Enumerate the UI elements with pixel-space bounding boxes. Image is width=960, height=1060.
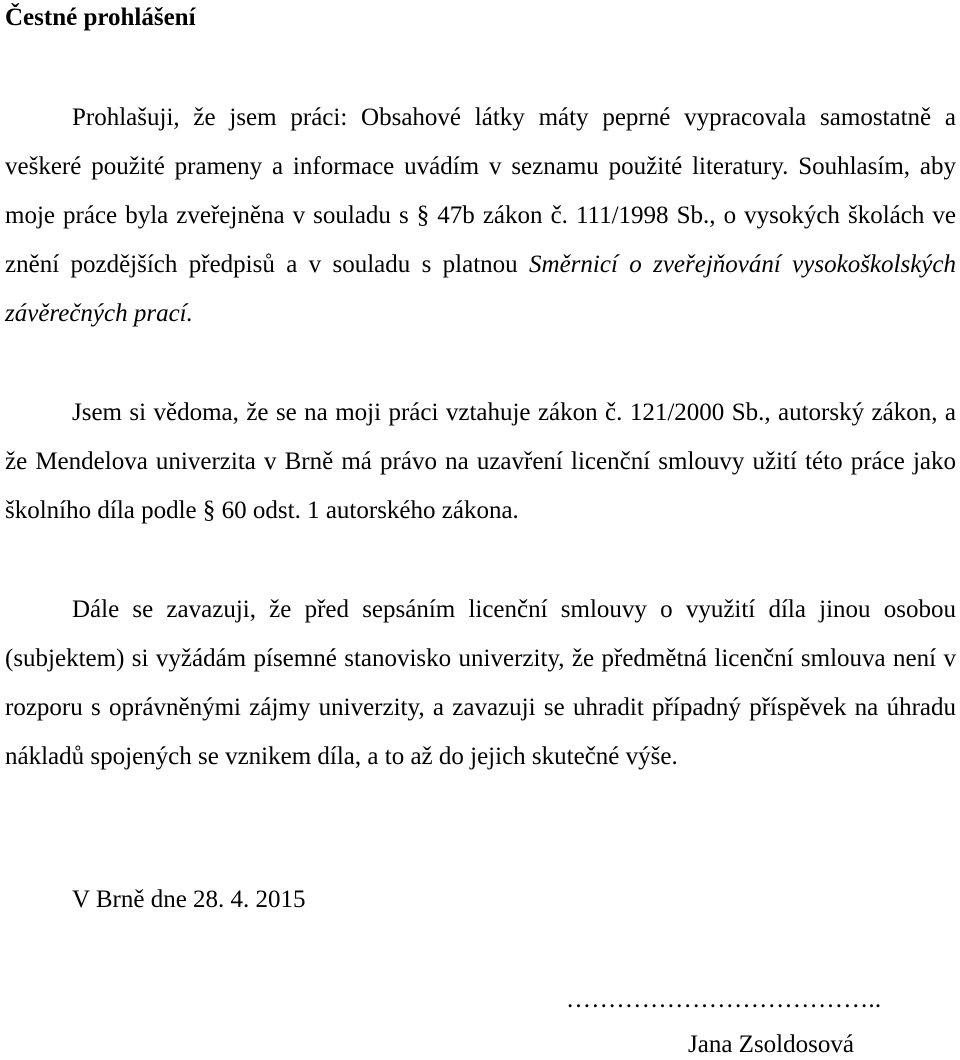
declaration-paragraph bbox=[5, 93, 956, 338]
date-line: V Brně dne 28. 4. 2015 bbox=[72, 886, 306, 913]
copyright-paragraph bbox=[5, 388, 956, 535]
paragraph-text: Dále se zavazuji, že před sepsáním licenční smlouvy o využití díla jinou osobou (subjektem) si vyžádám písemné stanovisko univerzity, že předmětná licenční smlouva není v rozporu s oprávněnými zájmy univerzity, a zavazuji se uhradit případný příspěvek na úhradu nákladů spojených se vznikem díla, a to až do jejich skutečné výše. bbox=[5, 596, 956, 770]
paragraph-text: Prohlašuji, že jsem práci: Obsahové látky máty peprné vypracovala samostatně a veškeré použité prameny a informace uvádím v seznamu použité literatury. Souhlasím, aby moje práce byla zveřejněna v souladu s § 47b zákon č. 111/1998 Sb., o vysokých školách ve znění pozdějších předpisů a v souladu s platnou bbox=[5, 104, 956, 278]
obligation-paragraph bbox=[5, 585, 956, 781]
signature-line: ……………………………….. bbox=[566, 986, 882, 1013]
signature-name: Jana Zsoldosová bbox=[688, 1031, 854, 1058]
paragraph-text: Jsem si vědoma, že se na moji práci vztahuje zákon č. 121/2000 Sb., autorský zákon, a že Mendelova univerzita v Brně má právo na uzavření licenční smlouvy užití této práce jako školního díla podle § 60 odst. 1 autorského zákona. bbox=[5, 399, 956, 524]
page-title: Čestné prohlášení bbox=[5, 4, 196, 31]
directive-name: Směrnicí o zveřejňování vysokoškolských závěrečných prací. bbox=[5, 251, 956, 327]
